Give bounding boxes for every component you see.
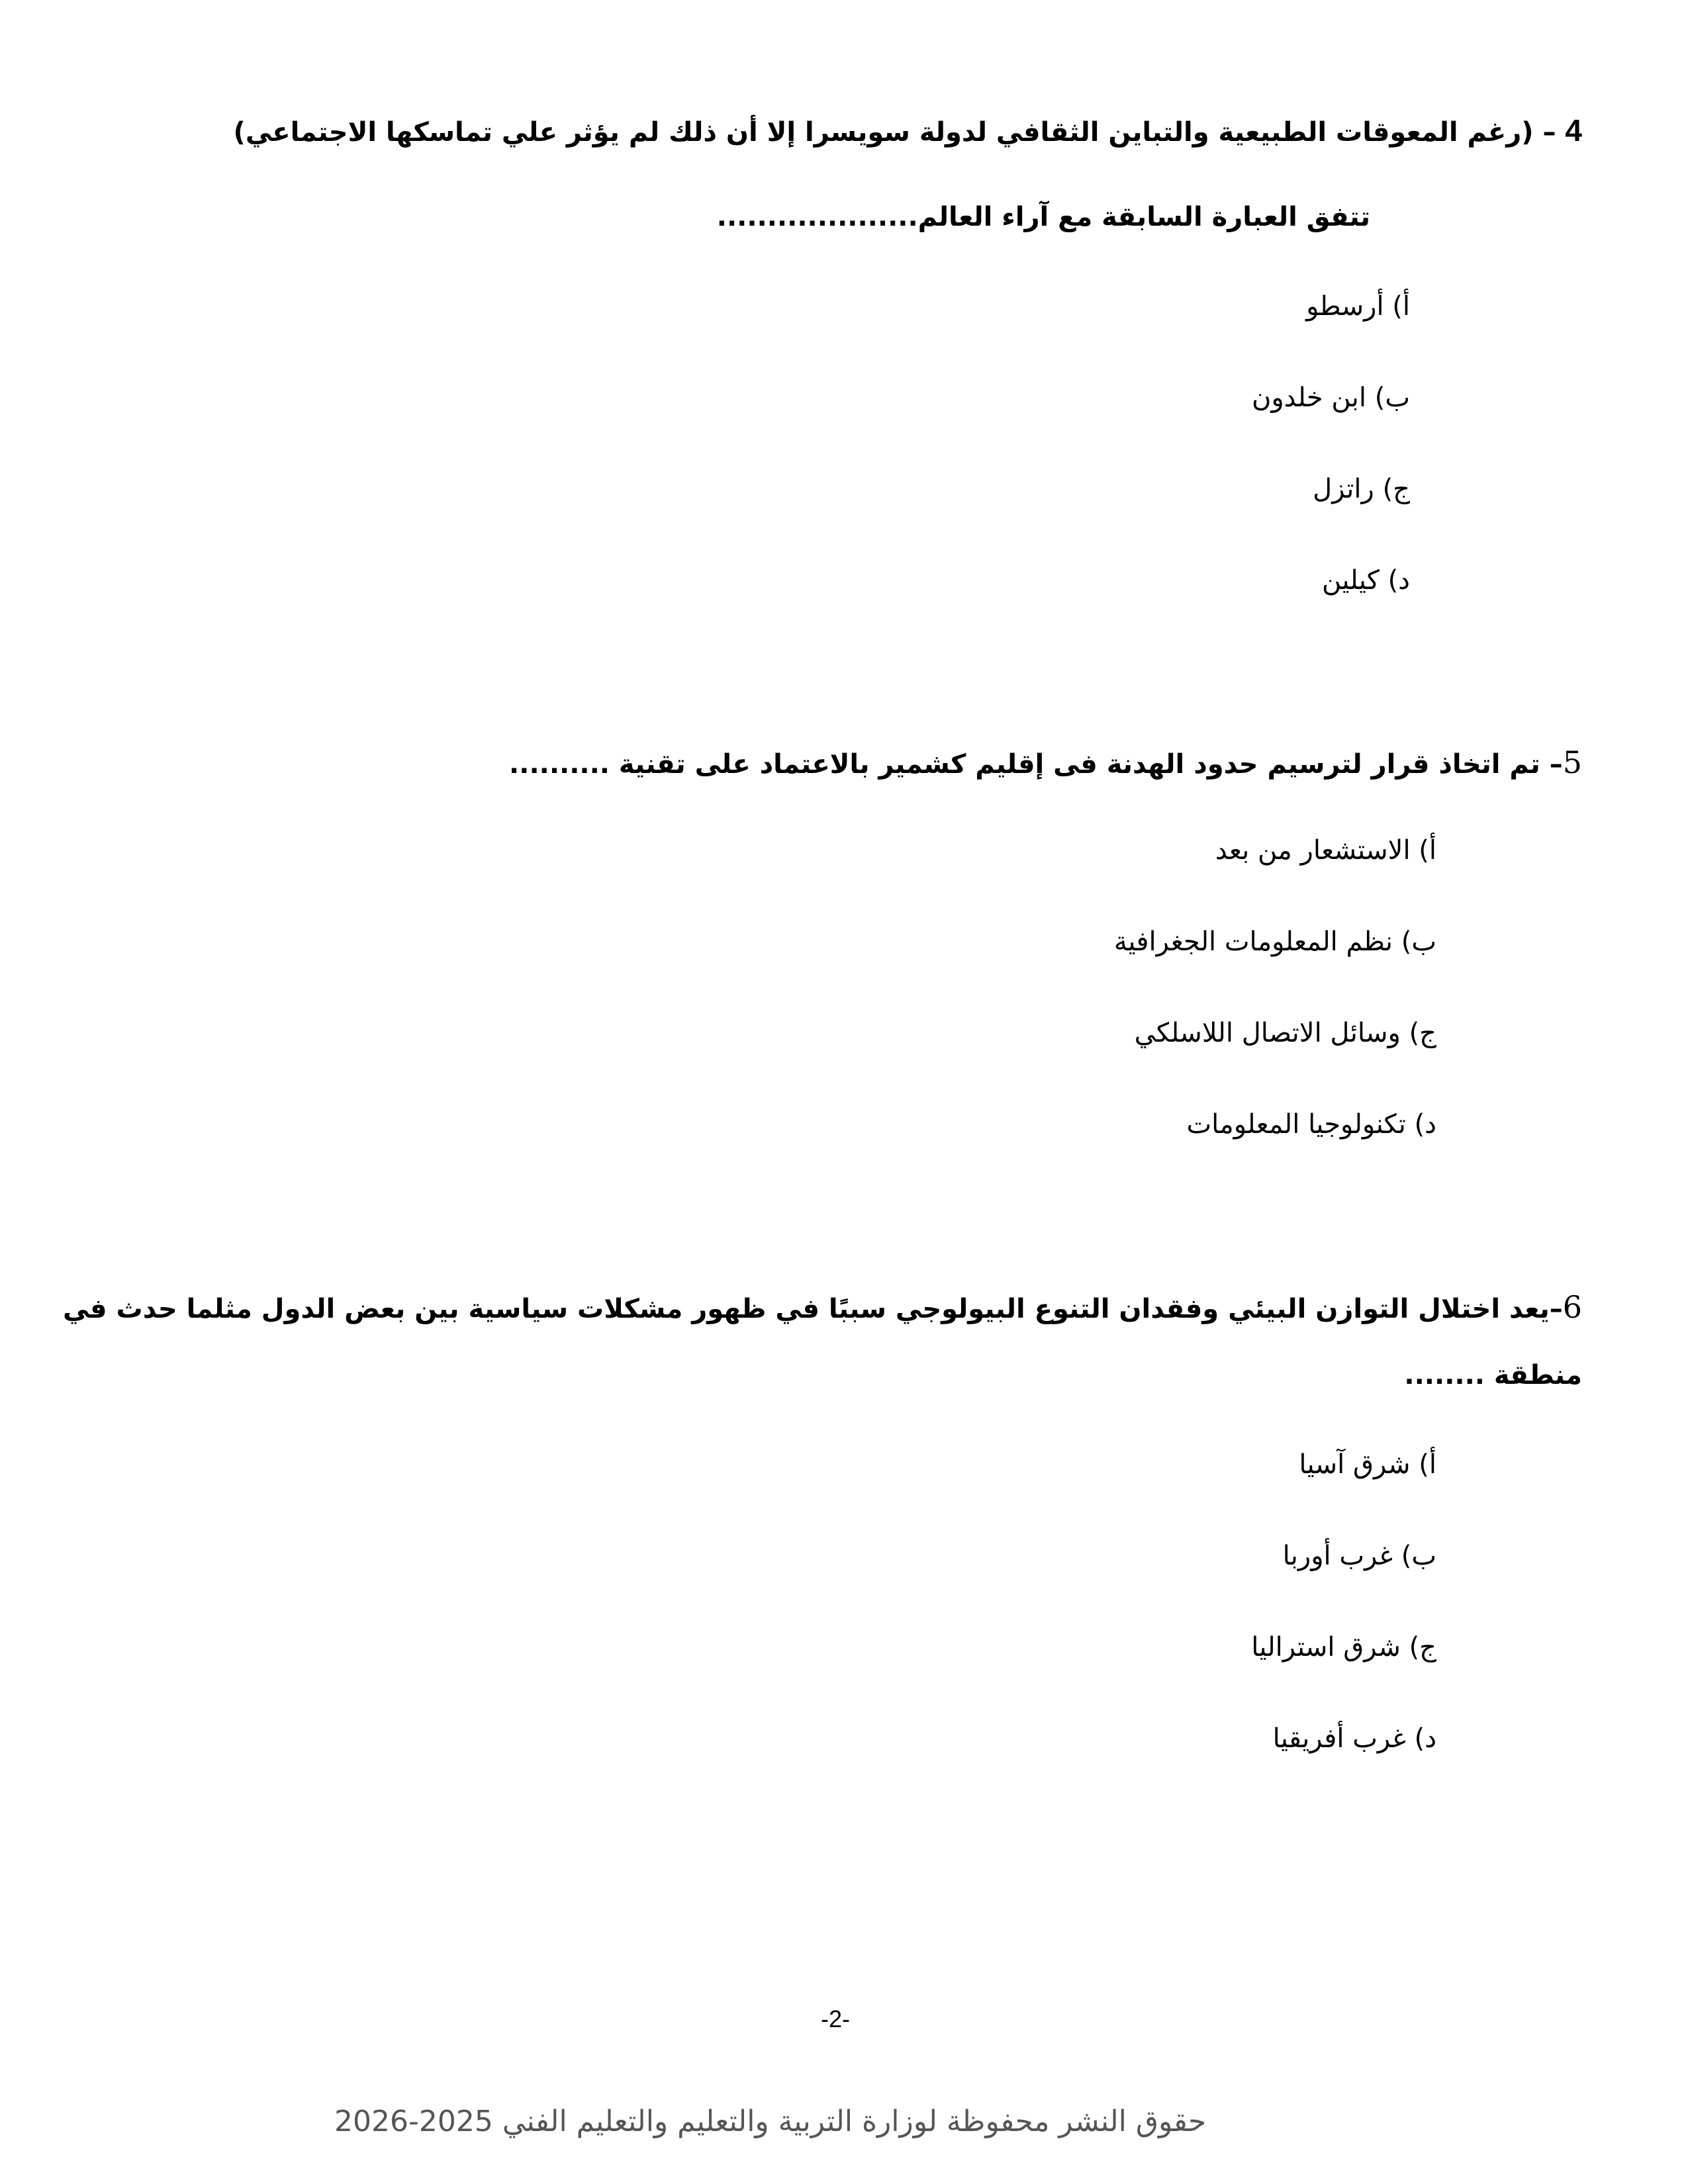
question-5-stem [509, 745, 1582, 780]
question-text: يعد اختلال التوازن البيئي وفقدان التنوع البيولوجي سببًا في ظهور مشكلات سياسية بين بعض الدول مثلما حدث في [62, 1294, 1550, 1324]
question-6-option-d[interactable]: د) غرب أفريقيا [1272, 1723, 1436, 1754]
question-4-stem [234, 113, 1582, 148]
question-6-stem-line1 [63, 1289, 1582, 1325]
question-number: 4 [1565, 113, 1582, 148]
question-4-option-a[interactable]: أ) أرسطو [1306, 291, 1410, 322]
question-6-option-c[interactable]: ج) شرق استراليا [1251, 1632, 1436, 1662]
question-5-option-b[interactable]: ب) نظم المعلومات الجغرافية [1113, 927, 1436, 957]
question-dash: – [1549, 1294, 1563, 1324]
question-6-stem-line2: منطقة ........ [1404, 1360, 1582, 1390]
question-text: تم اتخاذ قرار لترسيم حدود الهدنة فى إقليم كشمير بالاعتماد على تقنية .......... [509, 749, 1550, 780]
question-4-subtext: تتفق العبارة السابقة مع آراء العالم.................... [716, 202, 1370, 232]
question-number: 6 [1562, 1289, 1582, 1325]
question-4-option-d[interactable]: د) كيلين [1321, 565, 1410, 596]
question-5-option-d[interactable]: د) تكنولوجيا المعلومات [1186, 1109, 1436, 1140]
page-number: -2- [821, 2005, 850, 2032]
question-text: (رغم المعوقات الطبيعية والتباين الثقافي لدولة سويسرا إلا أن ذلك لم يؤثر علي تماسكها الاجتماعي) [233, 117, 1543, 148]
copyright-footer: حقوق النشر محفوظة لوزارة التربية والتعليم والتعليم الفني 2025-2026 [334, 2105, 1207, 2138]
question-6-option-b[interactable]: ب) غرب أوربا [1282, 1541, 1436, 1571]
question-5-option-a[interactable]: أ) الاستشعار من بعد [1215, 835, 1436, 866]
question-6-option-a[interactable]: أ) شرق آسيا [1299, 1449, 1436, 1480]
question-5-option-c[interactable]: ج) وسائل الاتصال اللاسلكي [1134, 1018, 1436, 1048]
question-dash: – [1542, 117, 1566, 148]
question-number: 5 [1562, 745, 1582, 780]
question-dash: – [1549, 749, 1563, 780]
question-4-option-c[interactable]: ج) راتزل [1313, 474, 1410, 504]
question-4-option-b[interactable]: ب) ابن خلدون [1251, 383, 1410, 413]
